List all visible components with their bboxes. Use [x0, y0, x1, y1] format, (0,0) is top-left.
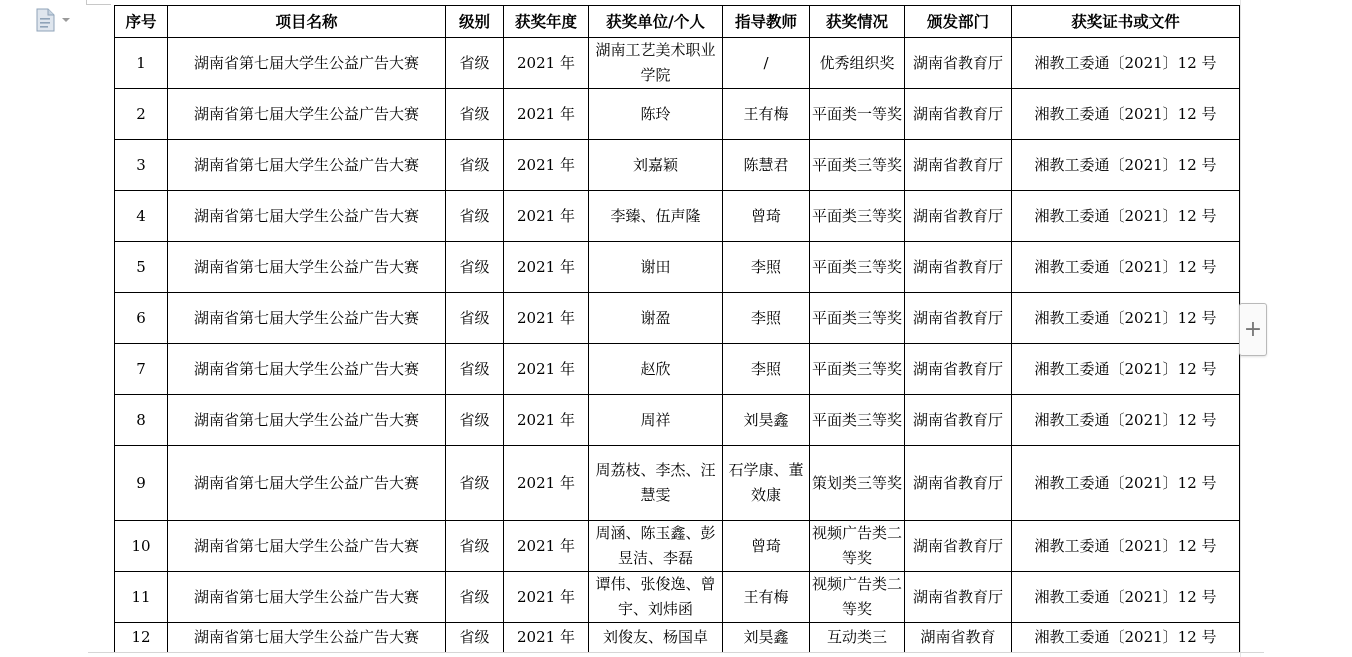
winner-cell: 周涵、陈玉鑫、彭昱洁、李磊	[589, 521, 723, 572]
document-cell: 湘教工委通〔2021〕12 号	[1012, 395, 1240, 446]
teacher-cell: 刘昊鑫	[723, 395, 810, 446]
level-cell: 省级	[446, 572, 504, 623]
table-row	[115, 38, 1240, 89]
document-cell: 湘教工委通〔2021〕12 号	[1012, 38, 1240, 89]
header-winner: 获奖单位/个人	[589, 6, 723, 38]
teacher-cell: 王有梅	[723, 89, 810, 140]
dept-cell: 湖南省教育厅	[905, 140, 1012, 191]
serial-cell: 4	[115, 191, 168, 242]
project-cell: 湖南省第七届大学生公益广告大赛	[168, 572, 446, 623]
table-row	[115, 521, 1240, 572]
teacher-cell: /	[723, 38, 810, 89]
winner-cell: 陈玲	[589, 89, 723, 140]
year-cell: 2021 年	[504, 89, 589, 140]
document-menu-button[interactable]	[34, 8, 70, 32]
project-cell: 湖南省第七届大学生公益广告大赛	[168, 395, 446, 446]
award-cell: 平面类三等奖	[810, 140, 905, 191]
serial-cell: 5	[115, 242, 168, 293]
year-cell: 2021 年	[504, 572, 589, 623]
table-row	[115, 293, 1240, 344]
table-header-row	[115, 6, 1240, 38]
project-cell: 湖南省第七届大学生公益广告大赛	[168, 521, 446, 572]
serial-cell: 6	[115, 293, 168, 344]
winner-cell: 谭伟、张俊逸、曾宇、刘炜函	[589, 572, 723, 623]
project-cell: 湖南省第七届大学生公益广告大赛	[168, 293, 446, 344]
year-cell: 2021 年	[504, 191, 589, 242]
table-body	[115, 38, 1240, 653]
document-icon	[34, 8, 56, 32]
chevron-down-icon	[62, 17, 70, 23]
table-row	[115, 344, 1240, 395]
award-cell: 互动类三	[810, 623, 905, 653]
dept-cell: 湖南省教育厅	[905, 446, 1012, 521]
award-cell: 平面类三等奖	[810, 344, 905, 395]
level-cell: 省级	[446, 191, 504, 242]
award-cell: 平面类三等奖	[810, 395, 905, 446]
teacher-cell: 石学康、董效康	[723, 446, 810, 521]
serial-cell: 8	[115, 395, 168, 446]
award-cell: 平面类三等奖	[810, 293, 905, 344]
project-cell: 湖南省第七届大学生公益广告大赛	[168, 446, 446, 521]
winner-cell: 谢田	[589, 242, 723, 293]
serial-cell: 10	[115, 521, 168, 572]
project-cell: 湖南省第七届大学生公益广告大赛	[168, 191, 446, 242]
winner-cell: 周祥	[589, 395, 723, 446]
serial-cell: 3	[115, 140, 168, 191]
serial-cell: 9	[115, 446, 168, 521]
year-cell: 2021 年	[504, 293, 589, 344]
level-cell: 省级	[446, 89, 504, 140]
winner-cell: 周荔枝、李杰、汪慧雯	[589, 446, 723, 521]
table-row	[115, 446, 1240, 521]
table-row	[115, 89, 1240, 140]
document-cell: 湘教工委通〔2021〕12 号	[1012, 623, 1240, 653]
dept-cell: 湖南省教育厅	[905, 572, 1012, 623]
table-row	[115, 242, 1240, 293]
winner-cell: 谢盈	[589, 293, 723, 344]
page-corner-mark	[86, 0, 111, 5]
project-cell: 湖南省第七届大学生公益广告大赛	[168, 38, 446, 89]
table-row	[115, 572, 1240, 623]
dept-cell: 湖南省教育厅	[905, 293, 1012, 344]
header-dept: 颁发部门	[905, 6, 1012, 38]
document-cell: 湘教工委通〔2021〕12 号	[1012, 242, 1240, 293]
serial-cell: 1	[115, 38, 168, 89]
plus-icon: +	[1243, 317, 1263, 342]
project-cell: 湖南省第七届大学生公益广告大赛	[168, 89, 446, 140]
table-row	[115, 191, 1240, 242]
winner-cell: 刘俊友、杨国卓	[589, 623, 723, 653]
year-cell: 2021 年	[504, 344, 589, 395]
page-bottom-border	[88, 652, 1264, 653]
dept-cell: 湖南省教育厅	[905, 191, 1012, 242]
header-serial: 序号	[115, 6, 168, 38]
year-cell: 2021 年	[504, 38, 589, 89]
teacher-cell: 陈慧君	[723, 140, 810, 191]
teacher-cell: 李照	[723, 242, 810, 293]
header-teacher: 指导教师	[723, 6, 810, 38]
dept-cell: 湖南省教育厅	[905, 521, 1012, 572]
award-cell: 平面类三等奖	[810, 191, 905, 242]
year-cell: 2021 年	[504, 140, 589, 191]
award-cell: 策划类三等奖	[810, 446, 905, 521]
year-cell: 2021 年	[504, 242, 589, 293]
project-cell: 湖南省第七届大学生公益广告大赛	[168, 344, 446, 395]
award-cell: 平面类三等奖	[810, 242, 905, 293]
dept-cell: 湖南省教育厅	[905, 89, 1012, 140]
level-cell: 省级	[446, 623, 504, 653]
project-cell: 湖南省第七届大学生公益广告大赛	[168, 623, 446, 653]
winner-cell: 赵欣	[589, 344, 723, 395]
winner-cell: 刘嘉颖	[589, 140, 723, 191]
teacher-cell: 李照	[723, 344, 810, 395]
table-row	[115, 395, 1240, 446]
dept-cell: 湖南省教育厅	[905, 242, 1012, 293]
level-cell: 省级	[446, 293, 504, 344]
header-document: 获奖证书或文件	[1012, 6, 1240, 38]
winner-cell: 湖南工艺美术职业学院	[589, 38, 723, 89]
serial-cell: 7	[115, 344, 168, 395]
add-button[interactable]	[1239, 303, 1267, 356]
table-row	[115, 623, 1240, 653]
award-cell: 优秀组织奖	[810, 38, 905, 89]
level-cell: 省级	[446, 521, 504, 572]
dept-cell: 湖南省教育	[905, 623, 1012, 653]
teacher-cell: 曾琦	[723, 191, 810, 242]
dept-cell: 湖南省教育厅	[905, 395, 1012, 446]
header-year: 获奖年度	[504, 6, 589, 38]
level-cell: 省级	[446, 344, 504, 395]
level-cell: 省级	[446, 38, 504, 89]
document-cell: 湘教工委通〔2021〕12 号	[1012, 572, 1240, 623]
year-cell: 2021 年	[504, 521, 589, 572]
serial-cell: 12	[115, 623, 168, 653]
teacher-cell: 刘昊鑫	[723, 623, 810, 653]
level-cell: 省级	[446, 242, 504, 293]
level-cell: 省级	[446, 395, 504, 446]
level-cell: 省级	[446, 140, 504, 191]
serial-cell: 11	[115, 572, 168, 623]
serial-cell: 2	[115, 89, 168, 140]
winner-cell: 李臻、伍声隆	[589, 191, 723, 242]
teacher-cell: 王有梅	[723, 572, 810, 623]
document-cell: 湘教工委通〔2021〕12 号	[1012, 293, 1240, 344]
teacher-cell: 曾琦	[723, 521, 810, 572]
award-cell: 视频广告类二等奖	[810, 572, 905, 623]
header-project: 项目名称	[168, 6, 446, 38]
document-cell: 湘教工委通〔2021〕12 号	[1012, 191, 1240, 242]
year-cell: 2021 年	[504, 395, 589, 446]
dept-cell: 湖南省教育厅	[905, 38, 1012, 89]
project-cell: 湖南省第七届大学生公益广告大赛	[168, 242, 446, 293]
document-cell: 湘教工委通〔2021〕12 号	[1012, 446, 1240, 521]
header-award: 获奖情况	[810, 6, 905, 38]
teacher-cell: 李照	[723, 293, 810, 344]
header-level: 级别	[446, 6, 504, 38]
year-cell: 2021 年	[504, 623, 589, 653]
document-cell: 湘教工委通〔2021〕12 号	[1012, 89, 1240, 140]
year-cell: 2021 年	[504, 446, 589, 521]
level-cell: 省级	[446, 446, 504, 521]
document-cell: 湘教工委通〔2021〕12 号	[1012, 521, 1240, 572]
document-cell: 湘教工委通〔2021〕12 号	[1012, 344, 1240, 395]
dept-cell: 湖南省教育厅	[905, 344, 1012, 395]
project-cell: 湖南省第七届大学生公益广告大赛	[168, 140, 446, 191]
table-row	[115, 140, 1240, 191]
award-cell: 平面类一等奖	[810, 89, 905, 140]
document-cell: 湘教工委通〔2021〕12 号	[1012, 140, 1240, 191]
award-cell: 视频广告类二等奖	[810, 521, 905, 572]
awards-table	[114, 5, 1240, 653]
